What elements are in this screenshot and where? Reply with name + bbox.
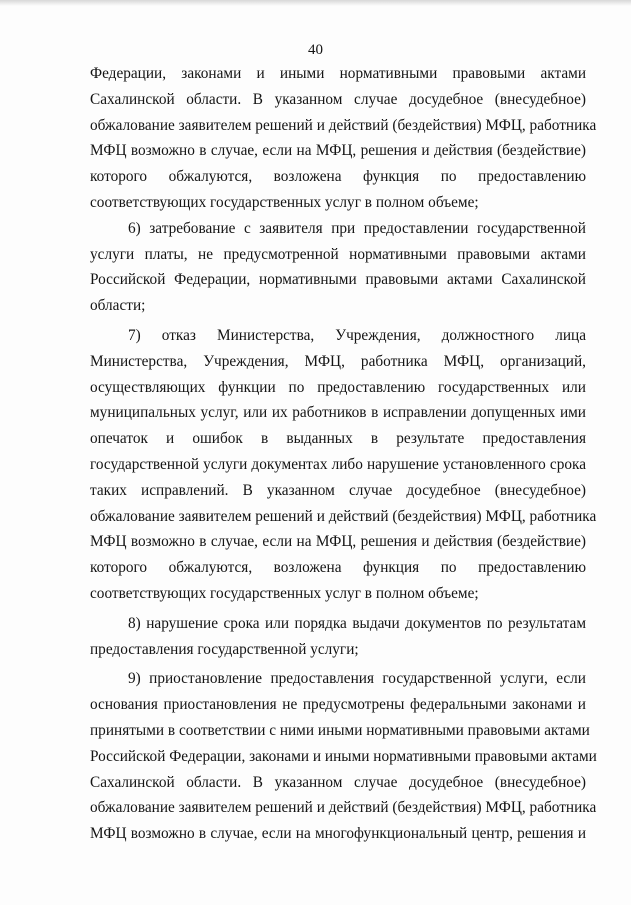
text-line: МФЦ возможно в случае, если на многофункциональный центр, решения и — [90, 825, 586, 843]
text-line: 6) затребование с заявителя при предоставлении государственной — [128, 219, 586, 237]
text-line: МФЦ возможно в случае, если на МФЦ, решения и действия (бездействие) — [90, 142, 586, 160]
text-line: опечаток и ошибок в выданных в результате предоставления — [90, 430, 586, 448]
text-line: Российской Федерации, нормативными правовыми актами Сахалинской — [90, 271, 586, 289]
text-line: 7) отказ Министерства, Учреждения, должностного лица — [128, 326, 586, 344]
text-line: обжалование заявителем решений и действий (бездействия) МФЦ, работника — [90, 799, 597, 817]
text-line: осуществляющих функции по предоставлению государственных или — [90, 378, 586, 396]
paragraph-item-9 — [90, 666, 597, 847]
paragraph-continued — [90, 61, 597, 216]
text-line: соответствующих государственных услуг в полном объеме; — [90, 584, 479, 602]
text-line: Сахалинской области. В указанном случае досудебное (внесудебное) — [90, 773, 586, 791]
text-line: предоставления государственной услуги; — [90, 640, 359, 658]
paragraph-item-7 — [90, 323, 597, 607]
text-line: услуги платы, не предусмотренной нормативными правовыми актами — [90, 245, 586, 263]
text-line: которого обжалуются, возложена функция по предоставлению — [90, 559, 586, 577]
text-line: Российской Федерации, законами и иными нормативными правовыми актами — [90, 747, 597, 765]
text-line: МФЦ возможно в случае, если на МФЦ, решения и действия (бездействие) — [90, 533, 586, 551]
text-line: Сахалинской области. В указанном случае досудебное (внесудебное) — [90, 90, 586, 108]
text-line: муниципальных услуг, или их работников в исправлении допущенных ими — [90, 404, 586, 422]
paragraph-item-6 — [90, 216, 586, 319]
text-line: которого обжалуются, возложена функция по предоставлению — [90, 168, 586, 186]
text-line: Федерации, законами и иными нормативными правовыми актами — [90, 65, 586, 82]
text-line: государственной услуги документах либо нарушение установленного срока — [90, 455, 586, 473]
text-line: основания приостановления не предусмотрены федеральными законами и — [90, 696, 586, 714]
text-line: области; — [90, 297, 146, 315]
document-body — [90, 61, 597, 847]
text-line: обжалование заявителем решений и действий (бездействия) МФЦ, работника — [90, 507, 597, 525]
text-line: таких исправлений. В указанном случае досудебное (внесудебное) — [90, 481, 586, 499]
page-number: 40 — [308, 42, 323, 58]
text-line: 8) нарушение срока или порядка выдачи документов по результатам — [128, 614, 586, 632]
text-line: Министерства, Учреждения, МФЦ, работника МФЦ, организаций, — [90, 352, 586, 370]
paragraph-item-8 — [90, 611, 586, 663]
text-line: принятыми в соответствии с ними иными нормативными правовыми актами — [90, 721, 590, 739]
text-line: обжалование заявителем решений и действий (бездействия) МФЦ, работника — [90, 116, 597, 134]
text-line: 9) приостановление предоставления государственной услуги, если — [128, 670, 586, 688]
text-line: соответствующих государственных услуг в полном объеме; — [90, 193, 479, 211]
